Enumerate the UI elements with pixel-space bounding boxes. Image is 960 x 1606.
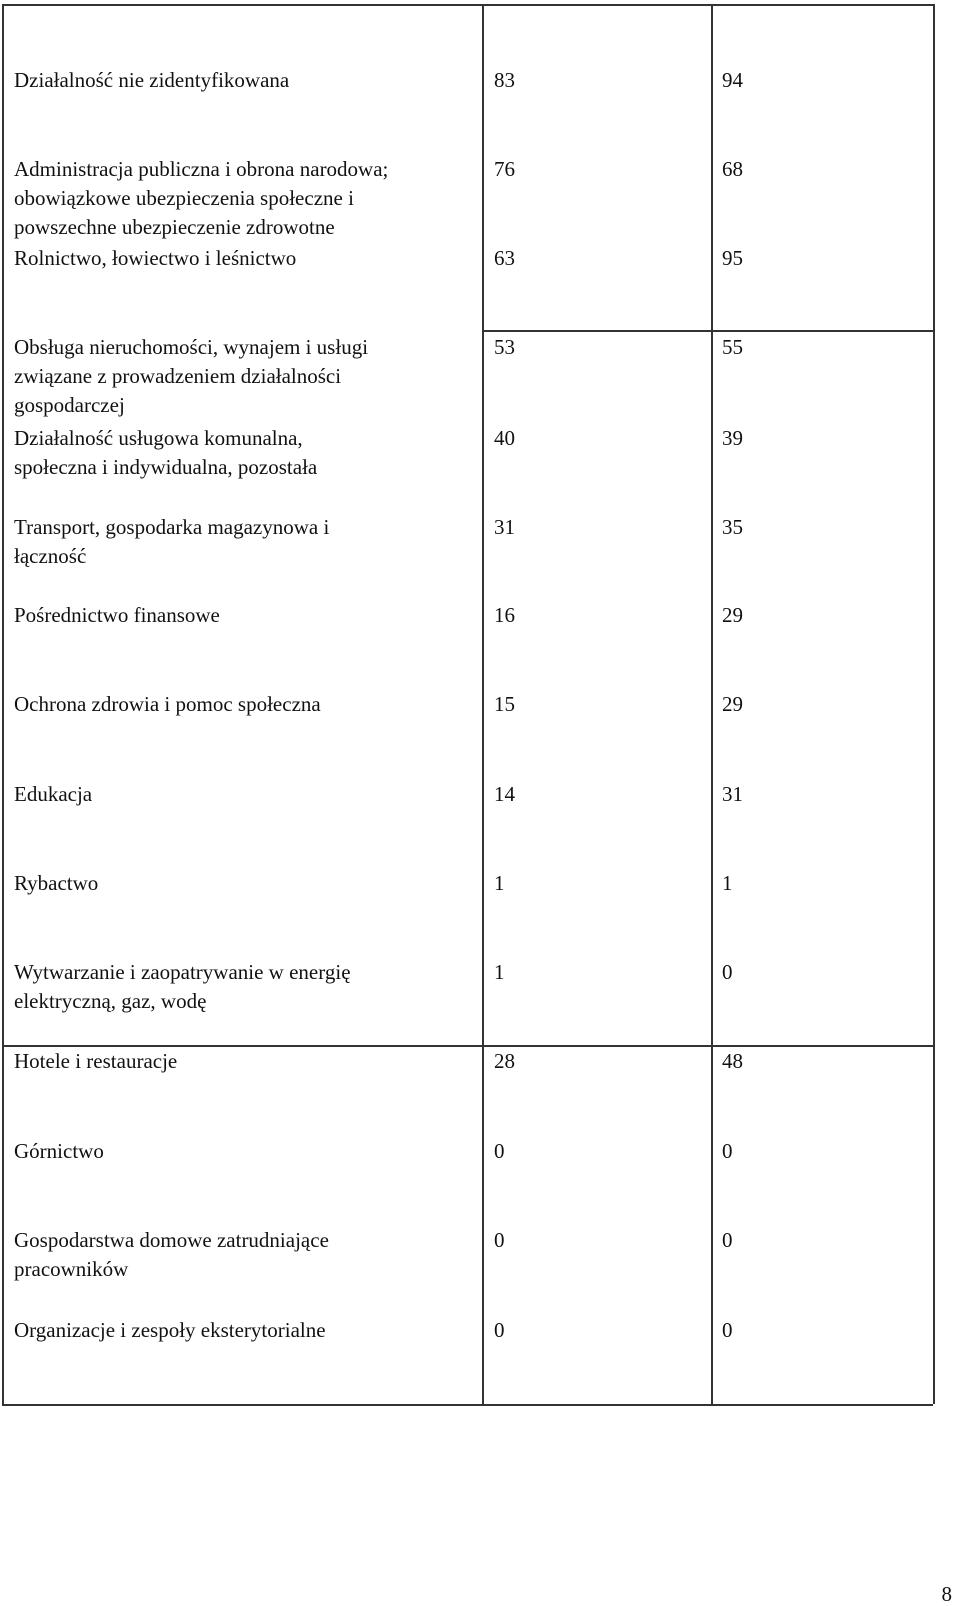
table-rule-horizontal xyxy=(2,4,933,6)
row-label-line: Hotele i restauracje xyxy=(14,1049,178,1073)
row-value-b: 39 xyxy=(722,426,743,450)
row-value-b: 94 xyxy=(722,68,743,92)
row-label-line: Rybactwo xyxy=(14,871,99,895)
row-value-a: 53 xyxy=(494,335,515,359)
row-label-line: Rolnictwo, łowiectwo i leśnictwo xyxy=(14,246,297,270)
row-label-line: Transport, gospodarka magazynowa i xyxy=(14,515,330,539)
table-rule-vertical xyxy=(711,4,713,1404)
row-value-b: 95 xyxy=(722,246,743,270)
table-rule-horizontal xyxy=(2,1404,933,1406)
page-number: 8 xyxy=(941,1582,952,1606)
row-label-line: Górnictwo xyxy=(14,1139,104,1163)
row-value-a: 1 xyxy=(494,871,505,895)
row-value-b: 29 xyxy=(722,603,743,627)
row-value-b: 0 xyxy=(722,960,733,984)
row-value-b: 29 xyxy=(722,692,743,716)
row-label-line: pracowników xyxy=(14,1257,129,1281)
table-rule-vertical xyxy=(2,4,4,1404)
row-value-a: 83 xyxy=(494,68,515,92)
row-value-b: 31 xyxy=(722,782,743,806)
row-value-a: 1 xyxy=(494,960,505,984)
row-label-line: społeczna i indywidualna, pozostała xyxy=(14,455,318,479)
row-value-a: 14 xyxy=(494,782,515,806)
row-label-line: Wytwarzanie i zaopatrywanie w energię xyxy=(14,960,351,984)
row-label-line: powszechne ubezpieczenie zdrowotne xyxy=(14,215,335,239)
row-value-b: 1 xyxy=(722,871,733,895)
row-value-a: 16 xyxy=(494,603,515,627)
row-label-line: Edukacja xyxy=(14,782,93,806)
row-label-line: elektryczną, gaz, wodę xyxy=(14,989,207,1013)
row-value-a: 0 xyxy=(494,1318,505,1342)
row-value-a: 0 xyxy=(494,1139,505,1163)
row-label-line: obowiązkowe ubezpieczenia społeczne i xyxy=(14,186,354,210)
row-value-a: 63 xyxy=(494,246,515,270)
row-label-line: łączność xyxy=(14,544,87,568)
row-value-b: 35 xyxy=(722,515,743,539)
row-value-b: 68 xyxy=(722,157,743,181)
row-label-line: Gospodarstwa domowe zatrudniające xyxy=(14,1228,329,1252)
row-value-b: 48 xyxy=(722,1049,743,1073)
row-label-line: Ochrona zdrowia i pomoc społeczna xyxy=(14,692,321,716)
row-value-a: 28 xyxy=(494,1049,515,1073)
row-label-line: Obsługa nieruchomości, wynajem i usługi xyxy=(14,335,369,359)
row-label-line: Pośrednictwo finansowe xyxy=(14,603,220,627)
row-label-line: związane z prowadzeniem działalności xyxy=(14,364,342,388)
row-value-b: 0 xyxy=(722,1139,733,1163)
row-value-a: 40 xyxy=(494,426,515,450)
table-rule-vertical xyxy=(933,4,935,1404)
row-value-a: 0 xyxy=(494,1228,505,1252)
row-value-a: 15 xyxy=(494,692,515,716)
row-label-line: Działalność usługowa komunalna, xyxy=(14,426,303,450)
row-label-line: Działalność nie zidentyfikowana xyxy=(14,68,290,92)
row-value-b: 55 xyxy=(722,335,743,359)
row-value-b: 0 xyxy=(722,1318,733,1342)
row-label-line: gospodarczej xyxy=(14,393,125,417)
row-value-a: 31 xyxy=(494,515,515,539)
row-label-line: Administracja publiczna i obrona narodowa; xyxy=(14,157,389,181)
table-rule-vertical xyxy=(482,4,484,1404)
row-value-a: 76 xyxy=(494,157,515,181)
row-value-b: 0 xyxy=(722,1228,733,1252)
table-rule-horizontal xyxy=(482,330,933,332)
row-label-line: Organizacje i zespoły eksterytorialne xyxy=(14,1318,326,1342)
